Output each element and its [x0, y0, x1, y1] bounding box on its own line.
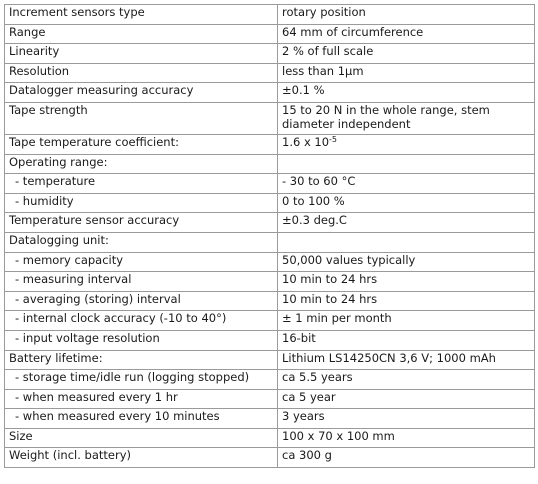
- spec-label: - when measured every 10 minutes: [5, 409, 278, 429]
- spec-value: 64 mm of circumference: [278, 24, 535, 44]
- spec-label: Resolution: [5, 63, 278, 83]
- spec-value-exponent: -5: [329, 134, 338, 144]
- spec-value: [278, 232, 535, 252]
- spec-value: ca 5.5 years: [278, 370, 535, 390]
- spec-label: - input voltage resolution: [5, 330, 278, 350]
- table-row: [5, 134, 535, 154]
- spec-label: Tape temperature coefficient:: [5, 134, 278, 154]
- spec-label: Linearity: [5, 44, 278, 64]
- table-row: [5, 63, 535, 83]
- table-row: [5, 174, 535, 194]
- spec-label: Weight (incl. battery): [5, 448, 278, 468]
- table-row: [5, 44, 535, 64]
- spec-value: 2 % of full scale: [278, 44, 535, 64]
- spec-label: Increment sensors type: [5, 5, 278, 25]
- table-row: [5, 83, 535, 103]
- spec-value: ±0.3 deg.C: [278, 213, 535, 233]
- spec-value: 3 years: [278, 409, 535, 429]
- spec-label: - when measured every 1 hr: [5, 389, 278, 409]
- table-row: [5, 272, 535, 292]
- spec-label: - averaging (storing) interval: [5, 291, 278, 311]
- spec-label: - internal clock accuracy (-10 to 40°): [5, 311, 278, 331]
- specifications-table: [4, 4, 535, 468]
- table-row: [5, 311, 535, 331]
- spec-value: 15 to 20 N in the whole range, stem diameter independent: [278, 102, 535, 134]
- table-row: [5, 350, 535, 370]
- table-row: [5, 370, 535, 390]
- spec-value: 10 min to 24 hrs: [278, 291, 535, 311]
- spec-value: [278, 134, 535, 154]
- table-row: [5, 232, 535, 252]
- table-row: [5, 409, 535, 429]
- spec-label: Operating range:: [5, 154, 278, 174]
- table-row: [5, 193, 535, 213]
- spec-label: Temperature sensor accuracy: [5, 213, 278, 233]
- spec-value: [278, 154, 535, 174]
- spec-value-base: 1.6 x 10: [282, 134, 330, 149]
- spec-label: Tape strength: [5, 102, 278, 134]
- table-row: [5, 428, 535, 448]
- spec-label: Datalogger measuring accuracy: [5, 83, 278, 103]
- table-row: [5, 24, 535, 44]
- spec-label: - temperature: [5, 174, 278, 194]
- spec-value: Lithium LS14250CN 3,6 V; 1000 mAh: [278, 350, 535, 370]
- table-row: [5, 213, 535, 233]
- table-row: [5, 291, 535, 311]
- table-row: [5, 5, 535, 25]
- table-row: [5, 448, 535, 468]
- spec-value: 0 to 100 %: [278, 193, 535, 213]
- spec-label: Size: [5, 428, 278, 448]
- spec-value: rotary position: [278, 5, 535, 25]
- spec-value: ± 1 min per month: [278, 311, 535, 331]
- table-row: [5, 389, 535, 409]
- spec-value: less than 1µm: [278, 63, 535, 83]
- spec-value: 16-bit: [278, 330, 535, 350]
- spec-value: ca 300 g: [278, 448, 535, 468]
- spec-label: - storage time/idle run (logging stopped): [5, 370, 278, 390]
- spec-value: 50,000 values typically: [278, 252, 535, 272]
- spec-label: - memory capacity: [5, 252, 278, 272]
- spec-label: Range: [5, 24, 278, 44]
- spec-label: - humidity: [5, 193, 278, 213]
- table-row: [5, 330, 535, 350]
- spec-value: ca 5 year: [278, 389, 535, 409]
- spec-label: Datalogging unit:: [5, 232, 278, 252]
- spec-value: 10 min to 24 hrs: [278, 272, 535, 292]
- spec-label: - measuring interval: [5, 272, 278, 292]
- table-row: [5, 154, 535, 174]
- table-row: [5, 102, 535, 134]
- table-row: [5, 252, 535, 272]
- spec-value: 100 x 70 x 100 mm: [278, 428, 535, 448]
- spec-label: Battery lifetime:: [5, 350, 278, 370]
- spec-value: ±0.1 %: [278, 83, 535, 103]
- spec-value: - 30 to 60 °C: [278, 174, 535, 194]
